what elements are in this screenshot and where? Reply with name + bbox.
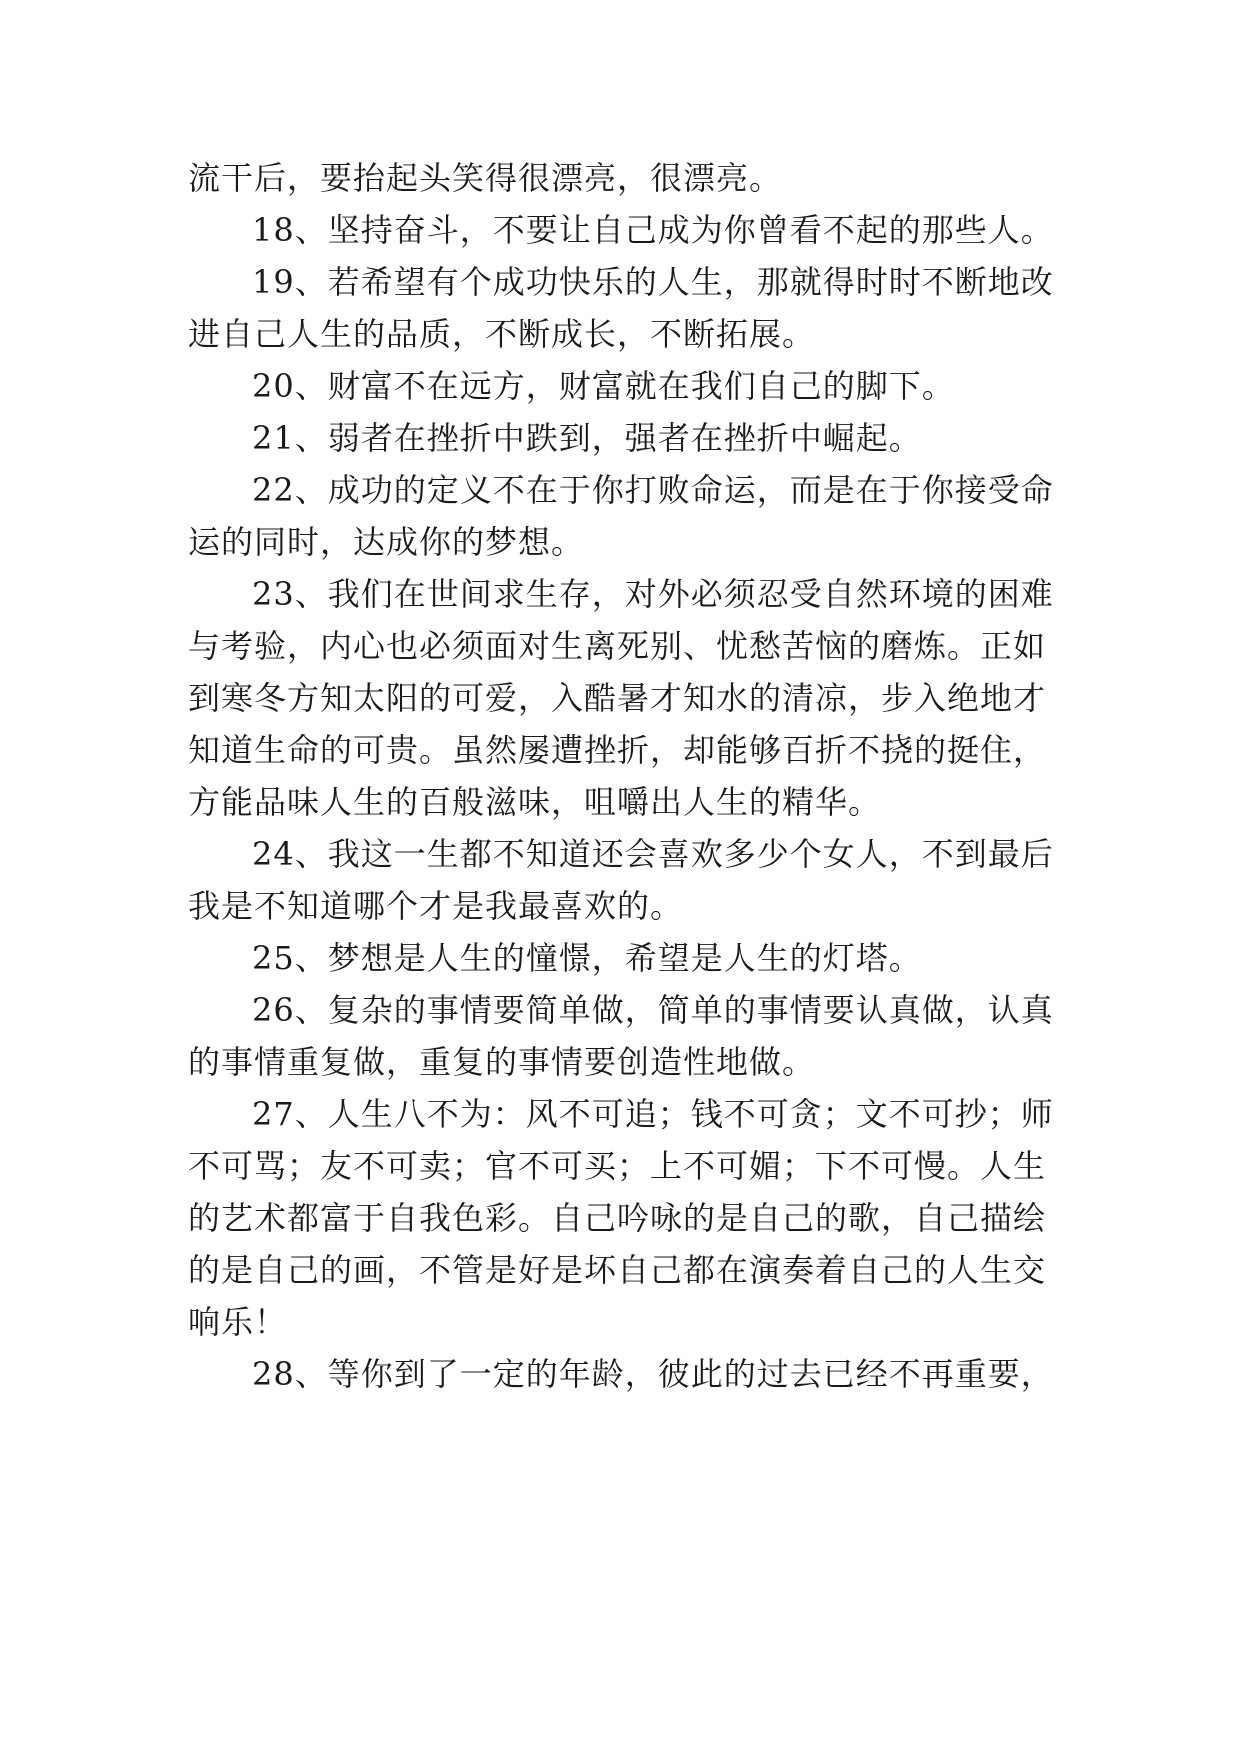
text-line: 21、弱者在挫折中跌到，强者在挫折中崛起。: [252, 419, 922, 457]
text-line: 26、复杂的事情要简单做，简单的事情要认真做，认真: [252, 991, 1054, 1029]
text-line: 20、财富不在远方，财富就在我们自己的脚下。: [252, 367, 955, 405]
text-line: 28、等你到了一定的年龄，彼此的过去已经不再重要，: [252, 1355, 1054, 1393]
text-line: 的事情重复做，重复的事情要创造性地做。: [188, 1043, 816, 1081]
text-line: 进自己人生的品质，不断成长，不断拓展。: [188, 315, 816, 353]
text-line: 运的同时，达成你的梦想。: [188, 523, 585, 561]
text-line: 到寒冬方知太阳的可爱，入酷暑才知水的清凉，步入绝地才: [188, 679, 1047, 717]
text-line: 我是不知道哪个才是我最喜欢的。: [188, 887, 684, 925]
text-line: 27、人生八不为：风不可追；钱不可贪；文不可抄；师: [252, 1095, 1054, 1133]
text-line: 流干后，要抬起头笑得很漂亮，很漂亮。: [188, 159, 783, 197]
text-line: 24、我这一生都不知道还会喜欢多少个女人，不到最后: [252, 835, 1054, 873]
document-page: [188, 0, 1088, 1754]
text-line: 与考验，内心也必须面对生离死别、忧愁苦恼的磨炼。正如: [188, 627, 1047, 665]
text-line: 不可骂；友不可卖；官不可买；上不可媚；下不可慢。人生: [188, 1147, 1047, 1185]
text-line: 方能品味人生的百般滋味，咀嚼出人生的精华。: [188, 783, 882, 821]
text-line: 的艺术都富于自我色彩。自己吟咏的是自己的歌，自己描绘: [188, 1199, 1047, 1237]
text-line: 22、成功的定义不在于你打败命运，而是在于你接受命: [252, 471, 1054, 509]
text-line: 知道生命的可贵。虽然屡遭挫折，却能够百折不挠的挺住，: [188, 731, 1047, 769]
text-line: 18、坚持奋斗，不要让自己成为你曾看不起的那些人。: [252, 211, 1054, 249]
text-line: 19、若希望有个成功快乐的人生，那就得时时不断地改: [252, 263, 1054, 301]
text-line: 响乐！: [188, 1303, 288, 1341]
text-line: 的是自己的画，不管是好是坏自己都在演奏着自己的人生交: [188, 1251, 1047, 1289]
text-line: 23、我们在世间求生存，对外必须忍受自然环境的困难: [252, 575, 1054, 613]
text-line: 25、梦想是人生的憧憬，希望是人生的灯塔。: [252, 939, 922, 977]
